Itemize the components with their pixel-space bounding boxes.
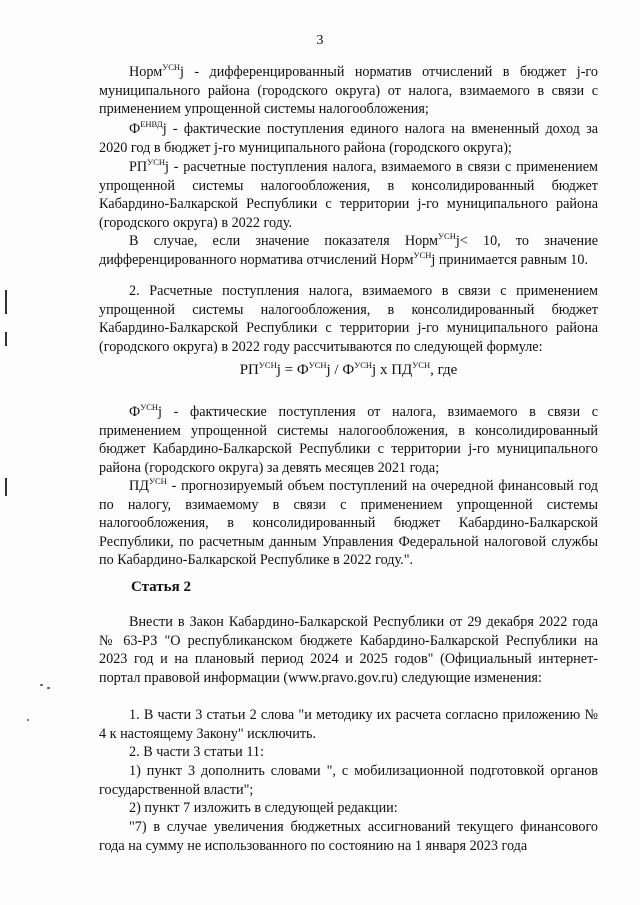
margin-mark	[5, 290, 7, 314]
calculation-paragraph: 2. Расчетные поступления налога, взимаемого в связи с применением упрощенной системы налогообложения, в консолидированный бюджет Кабардино-Балкарской Республики с территории j-го муниципального района (городского округа) в 2022 году рассчитываются по следующей формуле:	[99, 283, 598, 355]
formula-part: РП	[239, 362, 259, 378]
article-subitem-2: 2) пункт 7 изложить в следующей редакции:	[129, 800, 398, 816]
scan-speck	[40, 684, 43, 686]
article-item-1: 1. В части 3 статьи 2 слова "и методику их расчета согласно приложению № 4 к настоящему Закону" исключить.	[99, 707, 598, 742]
definition-norm-usn	[99, 63, 598, 119]
definition-pd-usn	[99, 477, 598, 570]
margin-mark	[5, 332, 7, 346]
formula-part: j = Ф	[276, 362, 309, 378]
definition-text: j - дифференцированный норматив отчислений в бюджет j-го муниципального района (городского округа) от налога, взимаемого в связи с применением упрощенной системы налогообложения;	[99, 64, 598, 118]
superscript: УСН	[140, 402, 159, 412]
definition-f-envd	[99, 120, 598, 157]
superscript: ЕНВД	[140, 119, 163, 129]
formula-part: j x ПД	[372, 362, 413, 378]
condition-text-b: j< 10, то значение дифференцированного норматива отчислений Норм	[99, 233, 598, 268]
superscript: УСН	[354, 360, 373, 370]
symbol: ПД	[129, 478, 149, 494]
article-subitem-1: 1) пункт 3 дополнить словами ", с мобилизационной подготовкой органов государственной власти";	[99, 763, 598, 798]
symbol: Ф	[129, 404, 141, 420]
symbol: Норм	[129, 64, 163, 80]
superscript: УСН	[147, 157, 165, 167]
definition-f-usn	[99, 403, 598, 477]
formula-part: j / Ф	[326, 362, 355, 378]
definition-text: j - фактические поступления от налога, взимаемого в связи с применением упрощенной системы налогообложения, в консолидированный бюджет Кабардино-Балкарской Республики с территории j-го муниципального района (городского округа) за девять месяцев 2021 года;	[99, 404, 598, 476]
scan-speck	[27, 719, 29, 721]
definition-text: j - фактические поступления единого налога на вмененный доход за 2020 год в бюджет j-го муниципального района (городского округа);	[99, 121, 598, 156]
formula	[99, 362, 598, 379]
condition-text-c: j принимается равным 10.	[431, 251, 588, 268]
article-intro: Внести в Закон Кабардино-Балкарской Республики от 29 декабря 2022 года № 63-РЗ "О республиканском бюджете Кабардино-Балкарской Республики на 2023 год и на плановый период 2024 и 2025 годов" (Официальный интернет-портал правовой информации (www.pravo.gov.ru) следующие изменения:	[99, 614, 598, 686]
superscript: УСН	[258, 360, 277, 370]
superscript: УСН	[412, 360, 431, 370]
symbol: Ф	[129, 121, 141, 137]
definition-rp-usn	[99, 158, 598, 232]
scan-speck	[47, 687, 50, 689]
superscript: УСН	[413, 249, 432, 260]
definition-text: - прогнозируемый объем поступлений на очередной финансовый год по налогу, взимаемому в связи с применением упрощенной системы налогообложения, в консолидированный бюджет Кабардино-Балкарской Республики, по расчетным данным Управления Федеральной налоговой службы по Кабардино-Балкарской Республике в 2022 году.".	[99, 478, 598, 569]
condition-paragraph	[99, 232, 598, 269]
article-subitem-3: "7) в случае увеличения бюджетных ассигнований текущего финансового года на сумму не использованного по состоянию на 1 января 2023 года	[99, 819, 598, 854]
superscript: УСН	[438, 231, 456, 241]
symbol: РП	[129, 159, 148, 175]
superscript: УСН	[162, 62, 181, 72]
condition-text-a: В случае, если значение показателя Норм	[129, 233, 439, 249]
article-item-2: 2. В части 3 статьи 11:	[129, 744, 264, 760]
superscript: УСН	[148, 476, 167, 486]
article-heading: Статья 2	[131, 579, 191, 595]
page-number: 3	[316, 33, 324, 48]
margin-mark	[5, 478, 7, 496]
superscript: УСН	[308, 360, 327, 370]
definition-text: j - расчетные поступления налога, взимаемого в связи с применением упрощенной системы налогообложения, в консолидированный бюджет Кабардино-Балкарской Республики с территории j-го муниципального района (городского округа) в 2022 году.	[99, 159, 598, 231]
formula-part: , где	[430, 362, 458, 378]
